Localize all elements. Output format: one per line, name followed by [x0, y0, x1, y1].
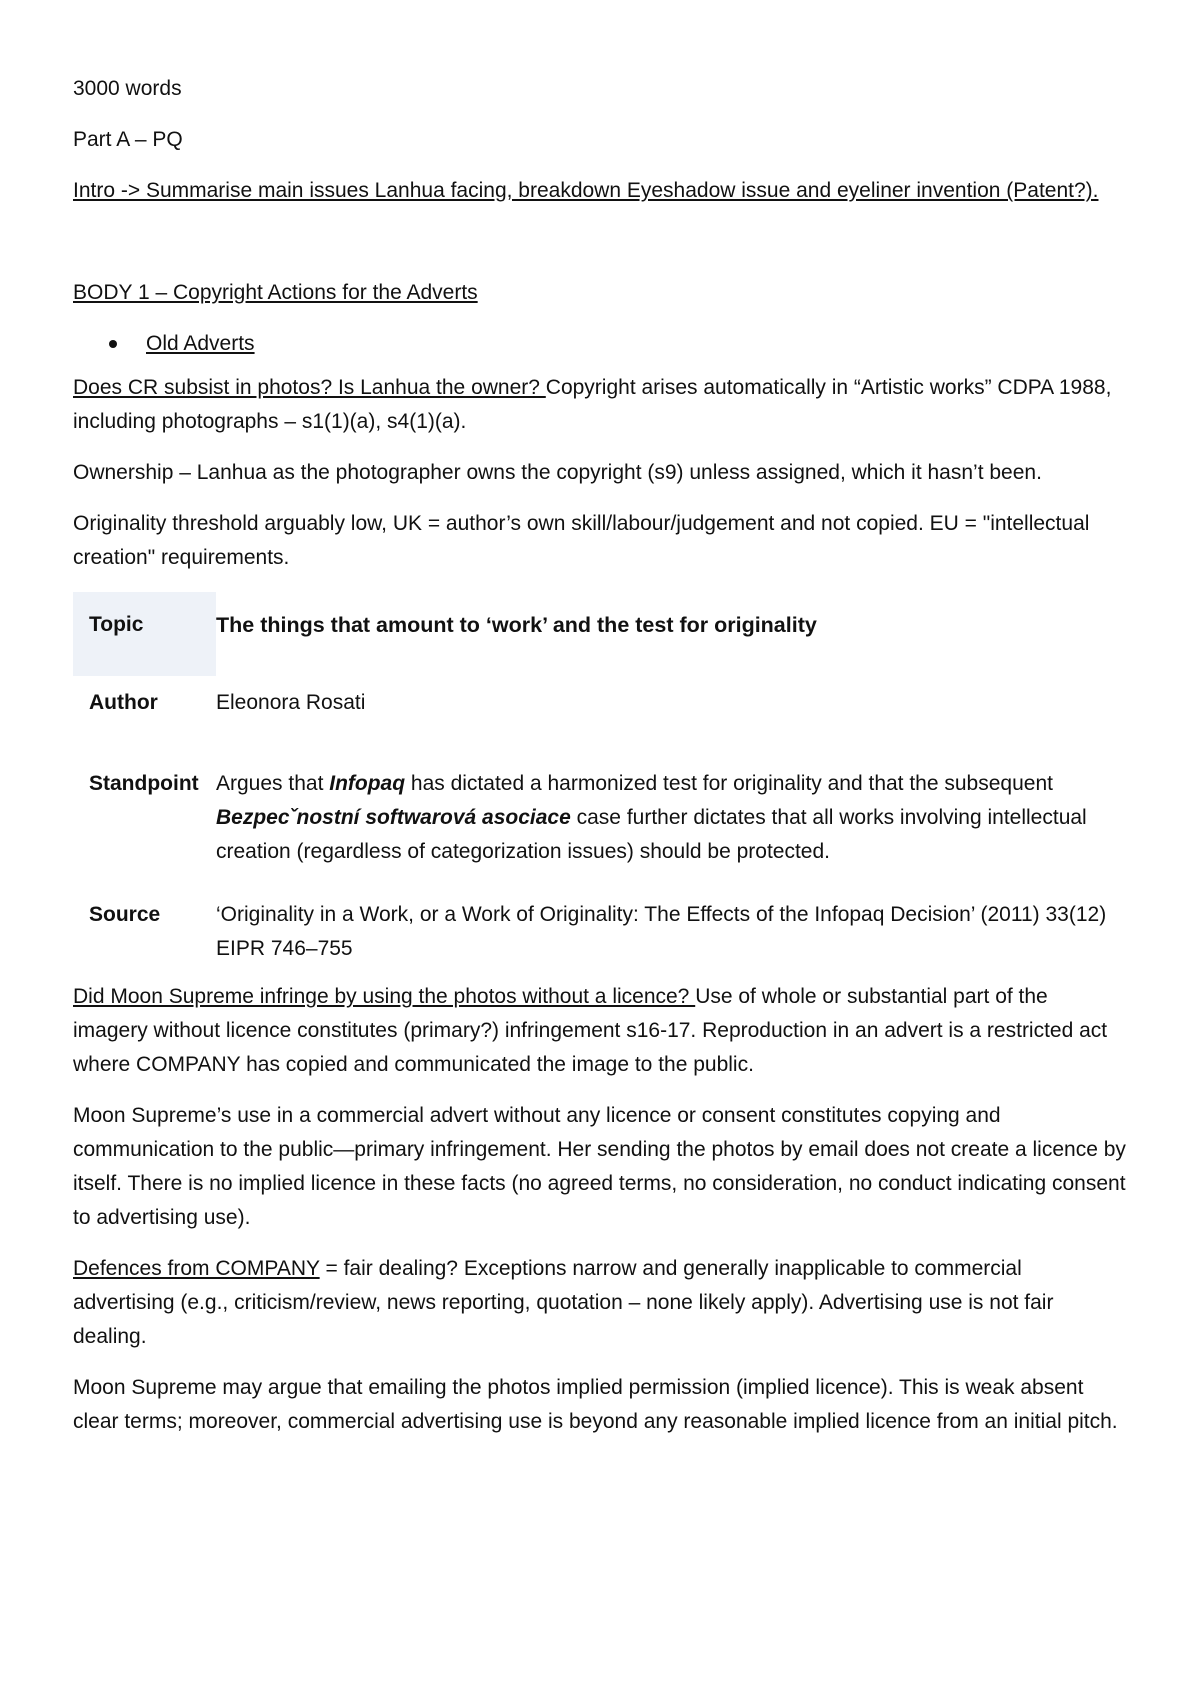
subsistence-paragraph	[73, 371, 1128, 439]
primary-infringement-paragraph: Moon Supreme’s use in a commercial advert without any licence or consent constitutes copying and communication to the public—primary infringement. Her sending the photos by email does not create a licence by itself. There is no implied licence in these facts (no agreed terms, no consideration, no conduct indicating consent to advertising use).	[73, 1104, 1126, 1229]
topic-label: Topic	[73, 592, 216, 676]
infringement-question: Did Moon Supreme infringe by using the photos without a licence?	[73, 985, 696, 1008]
standpoint-mid: has dictated a harmonized test for originality and that the subsequent	[405, 772, 1053, 795]
defences-text: = fair dealing? Exceptions narrow and generally inapplicable to commercial advertising (e.g., criticism/review, news reporting, quotation – none likely apply). Advertising use is not fair dealing.	[73, 1257, 1054, 1348]
standpoint-pre: Argues that	[216, 772, 330, 795]
bullet-old-adverts: Old Adverts	[146, 332, 255, 355]
subsistence-text: Copyright arises automatically in “Artistic works” CDPA 1988, including photographs – s1(1)(a), s4(1)(a).	[73, 376, 1112, 433]
ownership-paragraph: Ownership – Lanhua as the photographer owns the copyright (s9) unless assigned, which it hasn’t been.	[73, 461, 1042, 484]
bullet-icon	[109, 340, 117, 348]
source-table	[73, 592, 1133, 966]
case-bsa: Bezpecˇnostní softwarová asociace	[216, 806, 571, 829]
standpoint-post: case further dictates that all works involving intellectual creation (regardless of categorization issues) should be protected.	[216, 806, 1087, 863]
subsistence-question: Does CR subsist in photos? Is Lanhua the owner?	[73, 376, 546, 399]
case-infopaq: Infopaq	[329, 772, 406, 795]
table-row	[73, 892, 1133, 966]
implied-licence-paragraph: Moon Supreme may argue that emailing the photos implied permission (implied licence). This is weak absent clear terms; moreover, commercial advertising use is beyond any reasonable implied licence from an initial pitch.	[73, 1376, 1118, 1433]
list-item	[73, 327, 1128, 361]
author-value: Eleonora Rosati	[216, 691, 366, 714]
source-label: Source	[89, 903, 161, 926]
defences-paragraph	[73, 1252, 1128, 1354]
defences-heading: Defences from COMPANY	[73, 1257, 320, 1280]
infringement-text: Use of whole or substantial part of the imagery without licence constitutes (primary?) infringement s16-17. Reproduction in an advert is a restricted act where COMPANY has copied and communicated the image to the public.	[73, 985, 1108, 1076]
standpoint-label-text: Standpoint	[89, 772, 199, 795]
table-row	[73, 757, 1133, 892]
spacer	[73, 225, 1128, 276]
source-value: ‘Originality in a Work, or a Work of Originality: The Effects of the Infopaq Decision’ (2011) 33(12) EIPR 746–755	[216, 903, 1107, 960]
standpoint-value	[216, 757, 1133, 892]
table-row	[73, 592, 1133, 676]
author-label: Author	[89, 691, 158, 714]
infringement-paragraph	[73, 980, 1128, 1082]
part-heading: Part A – PQ	[73, 128, 183, 151]
body1-heading: BODY 1 – Copyright Actions for the Adverts	[73, 281, 478, 304]
table-row	[73, 676, 1133, 757]
standpoint-label	[73, 757, 216, 892]
word-count: 3000 words	[73, 77, 182, 100]
intro-line: Intro -> Summarise main issues Lanhua facing, breakdown Eyeshadow issue and eyeliner invention (Patent?).	[73, 179, 1099, 202]
originality-paragraph: Originality threshold arguably low, UK = author’s own skill/labour/judgement and not copied. EU = "intellectual creation" requirements.	[73, 512, 1090, 569]
topic-value: The things that amount to ‘work’ and the test for originality	[216, 613, 817, 637]
bullet-list	[73, 327, 1128, 361]
